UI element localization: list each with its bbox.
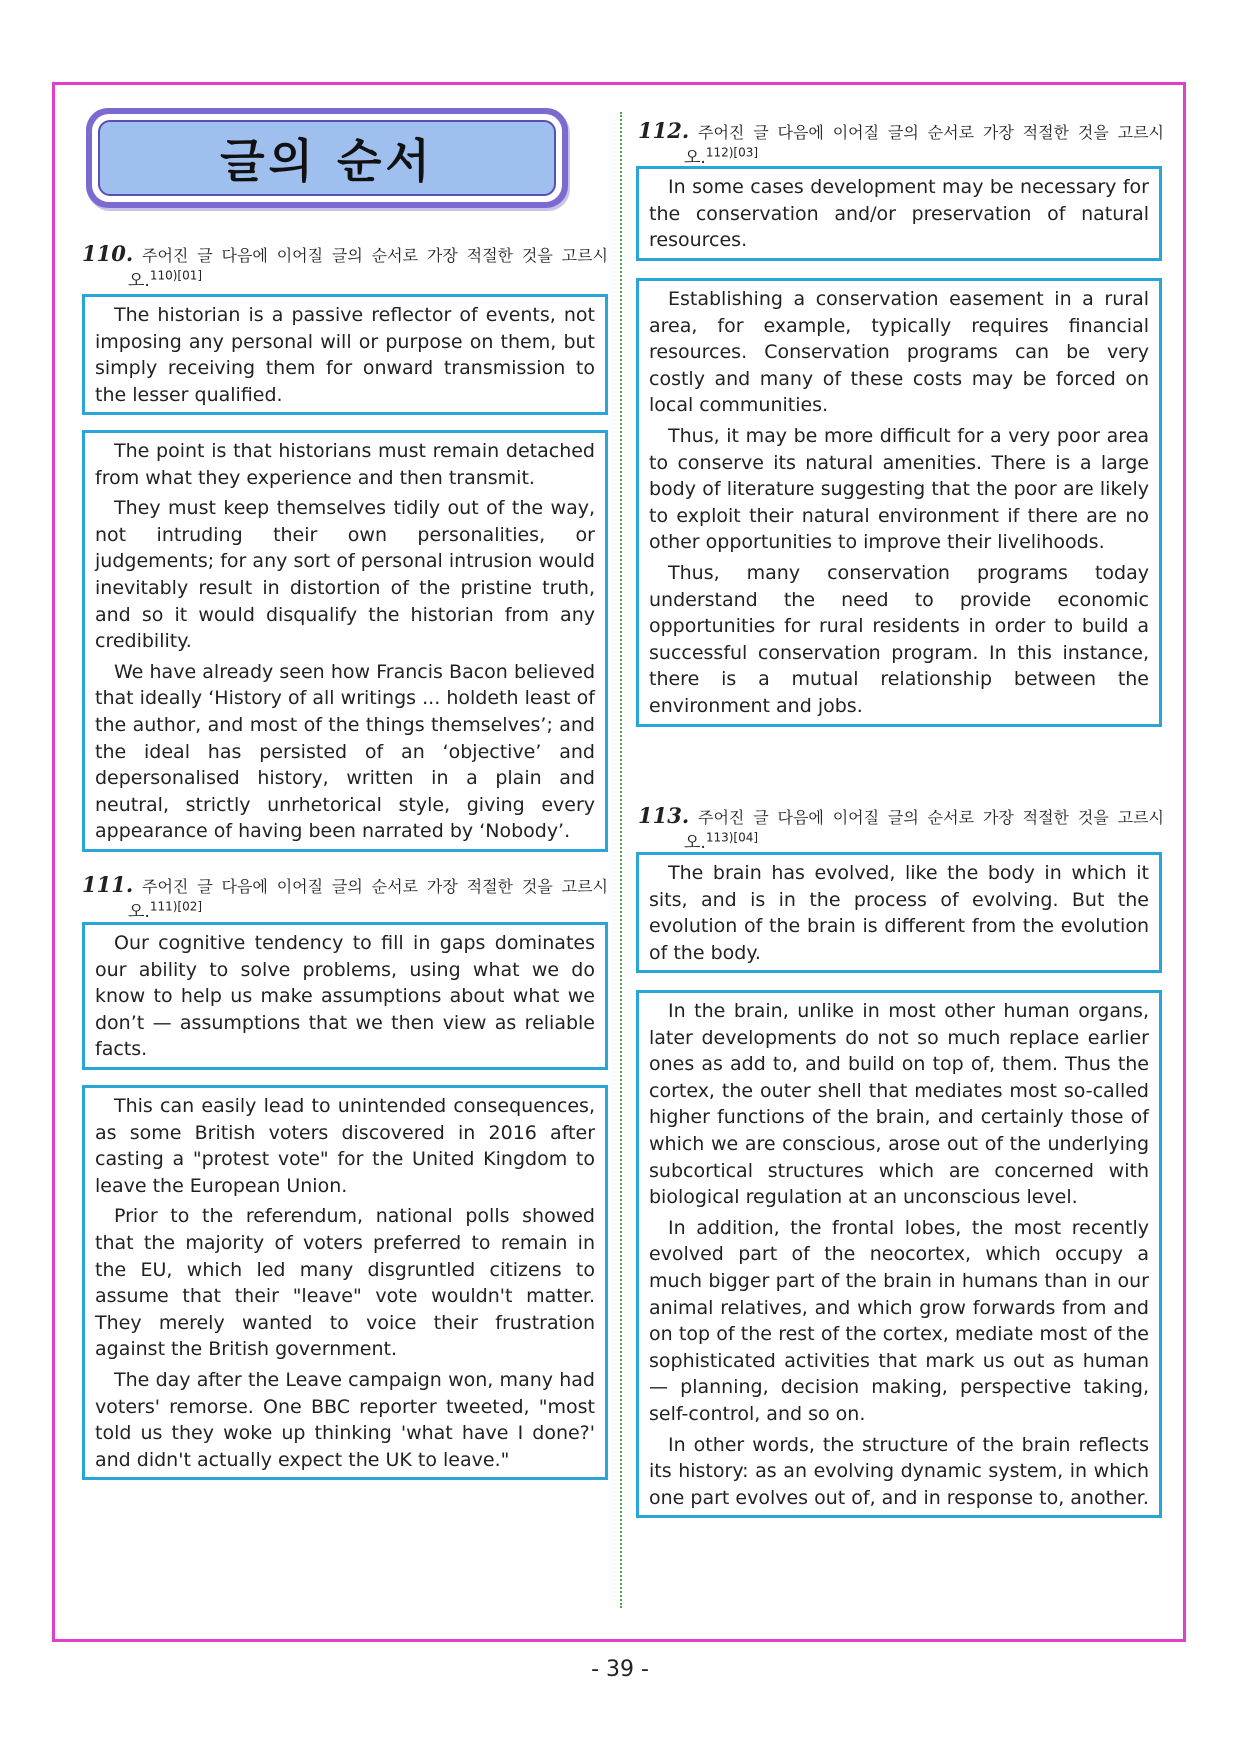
question-prompt: 주어진 글 다음에 이어질 글의 순서로 가장 적절한 것을 고르시	[698, 123, 1164, 142]
section-title: 글의 순서	[98, 120, 556, 196]
question-111-options-box	[82, 1085, 608, 1480]
question-110-options-box	[82, 430, 608, 852]
option-paragraph: They must keep themselves tidily out of the way, not intruding their own personalities, or judgements; for any sort of personal intrusion would inevitably result in distortion of the pristine truth, and so it would disqualify the historian from any credibility.	[95, 497, 595, 653]
question-prompt-end: 오.	[128, 271, 150, 291]
question-110-header	[82, 241, 608, 291]
section-title-banner	[86, 108, 568, 208]
column-divider	[620, 112, 622, 1608]
question-111-given-box	[82, 922, 608, 1070]
option-paragraph: The point is that historians must remain detached from what they experience and then transmit.	[95, 440, 595, 489]
page-number: - 39 -	[591, 1657, 649, 1682]
question-prompt: 주어진 글 다음에 이어질 글의 순서로 가장 적절한 것을 고르시	[142, 877, 608, 896]
given-paragraph: The brain has evolved, like the body in which it sits, and is in the process of evolving. But the evolution of the brain is different from the evolution of the body.	[649, 862, 1149, 964]
question-prompt: 주어진 글 다음에 이어질 글의 순서로 가장 적절한 것을 고르시	[142, 246, 608, 265]
question-110-given-box	[82, 294, 608, 415]
question-prompt-end: 오.	[128, 902, 150, 922]
question-source: 112)[03]	[705, 145, 759, 160]
question-prompt-end: 오.	[684, 148, 706, 168]
question-source: 111)[02]	[149, 899, 203, 914]
question-number: 113.	[638, 803, 690, 828]
question-112-options-box	[636, 278, 1162, 727]
question-113-options-box	[636, 990, 1162, 1518]
question-111-header	[82, 872, 608, 922]
option-paragraph: This can easily lead to unintended consequences, as some British voters discovered in 2016 after casting a "protest vote" for the United Kingdom to leave the European Union.	[95, 1095, 595, 1197]
question-prompt-end: 오.	[684, 833, 706, 853]
question-112-given-box	[636, 166, 1162, 261]
question-113-given-box	[636, 852, 1162, 973]
question-prompt: 주어진 글 다음에 이어질 글의 순서로 가장 적절한 것을 고르시	[698, 808, 1164, 827]
option-paragraph: Establishing a conservation easement in a rural area, for example, typically requires financial resources. Conservation programs can be very costly and many of these costs may be forced on local communities.	[649, 288, 1149, 417]
question-number: 112.	[638, 118, 690, 143]
option-paragraph: In addition, the frontal lobes, the most recently evolved part of the neocortex, which occupy a much bigger part of the brain in humans than in our animal relatives, and which grow forwards from and on top of the rest of the cortex, mediate most of the sophisticated activities that mark us out as human — planning, decision making, perspective taking, self-control, and so on.	[649, 1216, 1149, 1425]
question-112-header	[638, 118, 1164, 168]
question-number: 110.	[82, 241, 134, 266]
question-source: 113)[04]	[705, 830, 759, 845]
question-source: 110)[01]	[149, 268, 203, 283]
option-paragraph: We have already seen how Francis Bacon believed that ideally ‘History of all writings ... holdeth least of the author, and most of the things themselves’; and the ideal has persisted of an ‘objective’ and depersonalised history, written in a plain and neutral, strictly unrhetorical style, giving every appearance of having been narrated by ‘Nobody’.	[95, 660, 595, 843]
question-number: 111.	[82, 872, 134, 897]
option-paragraph: Thus, it may be more difficult for a very poor area to conserve its natural amenities. There is a large body of literature suggesting that the poor are likely to exploit their natural environment if there are no other opportunities to improve their livelihoods.	[649, 424, 1149, 554]
option-paragraph: The day after the Leave campaign won, many had voters' remorse. One BBC reporter tweeted, "most told us they woke up thinking 'what have I done?' and didn't actually expect the UK to leave."	[95, 1368, 595, 1471]
option-paragraph: In the brain, unlike in most other human organs, later developments do not so much replace earlier ones as add to, and build on top of, them. Thus the cortex, the outer shell that mediates most so-called higher functions of the brain, and certainly those of which we are conscious, arose out of the underlying subcortical structures which are concerned with biological regulation at an unconscious level.	[649, 1000, 1149, 1209]
option-paragraph: Thus, many conservation programs today understand the need to provide economic opportunities for rural residents in order to build a successful conservation program. In this instance, there is a mutual relationship between the environment and jobs.	[649, 561, 1149, 717]
option-paragraph: Prior to the referendum, national polls showed that the majority of voters preferred to remain in the EU, which led many disgruntled citizens to assume that their "leave" vote wouldn't matter. They merely wanted to voice their frustration against the British government.	[95, 1205, 595, 1361]
question-113-header	[638, 803, 1164, 853]
given-paragraph: The historian is a passive reflector of events, not imposing any personal will or purpose on them, but simply receiving them for onward transmission to the lesser qualified.	[95, 304, 595, 406]
given-paragraph: Our cognitive tendency to fill in gaps dominates our ability to solve problems, using what we do know to help us make assumptions about what we don’t — assumptions that we then view as reliable facts.	[95, 932, 595, 1061]
option-paragraph: In other words, the structure of the brain reflects its history: as an evolving dynamic system, in which one part evolves out of, and in response to, another.	[649, 1433, 1149, 1509]
given-paragraph: In some cases development may be necessary for the conservation and/or preservation of natural resources.	[649, 176, 1149, 252]
